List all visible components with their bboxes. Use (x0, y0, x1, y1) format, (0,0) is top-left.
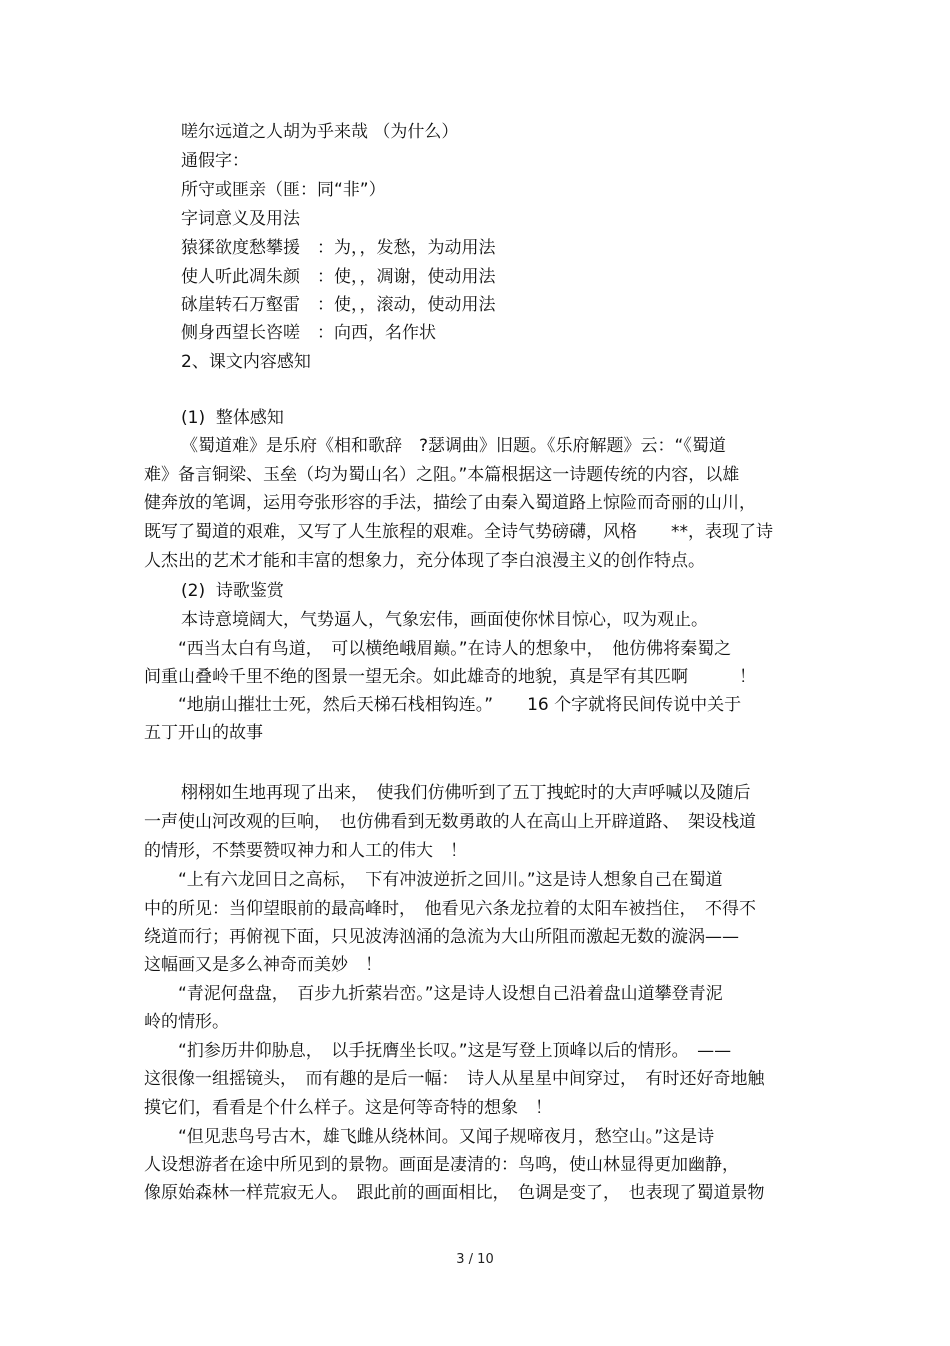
usage-line: 使人听此凋朱颜 ：使，，凋谢，使动用法 (181, 267, 496, 287)
paragraph-line: 既写了蜀道的艰难，又写了人生旅程的艰难。全诗气势磅礴，风格 **，表现了诗 (144, 522, 773, 542)
heading-ciyi: 字词意义及用法 (181, 209, 300, 229)
paragraph-line: “青泥何盘盘， 百步九折萦岩峦。”这是诗人设想自己沿着盘山道攀登青泥 (144, 984, 723, 1004)
paragraph-line: 像原始森林一样荒寂无人。 跟此前的画面相比， 色调是变了， 也表现了蜀道景物 (144, 1183, 765, 1203)
paragraph-line: 中的所见：当仰望眼前的最高峰时， 他看见六条龙拉着的太阳车被挡住， 不得不 (144, 899, 756, 919)
paragraph-line: 五丁开山的故事 (144, 723, 263, 743)
paragraph-line: “上有六龙回日之高标， 下有冲波逆折之回川。”这是诗人想象自己在蜀道 (144, 870, 723, 890)
paragraph-line: “地崩山摧壮士死，然后天梯石栈相钩连。” 16 个字就将民间传说中关于 (144, 695, 742, 715)
tongjia-item: 所守或匪亲（匪：同“非”） (181, 180, 386, 200)
paragraph-line: 这很像一组摇镜头， 而有趣的是后一幅： 诗人从星星中间穿过， 有时还好奇地触 (144, 1069, 765, 1089)
paragraph-line: 岭的情形。 (144, 1012, 229, 1032)
subsection-heading: (1) 整体感知 (181, 408, 284, 428)
paragraph-line: “扪参历井仰胁息， 以手抚膺坐长叹。”这是写登上顶峰以后的情形。 —— (144, 1041, 732, 1061)
paragraph-line: 《蜀道难》是乐府《相和歌辞 ?瑟调曲》旧题。《乐府解题》云：“《蜀道 (181, 436, 726, 456)
paragraph-line: “但见悲鸟号古木，雄飞雌从绕林间。又闻子规啼夜月，愁空山。”这是诗 (144, 1127, 715, 1147)
page-number: 3 / 10 (456, 1252, 494, 1267)
usage-line: 猿猱欲度愁攀援 ：为，，发愁，为动用法 (181, 238, 496, 258)
paragraph-line: 摸它们，看看是个什么样子。这是何等奇特的想象 ！ (144, 1098, 552, 1118)
paragraph-line: 的情形，不禁要赞叹神力和人工的伟大 ！ (144, 841, 467, 861)
paragraph-line: 人设想游者在途中所见到的景物。画面是凄清的：鸟鸣，使山林显得更加幽静， (144, 1155, 739, 1175)
paragraph-line: 本诗意境阔大，气势逼人，气象宏伟，画面使你怵目惊心，叹为观止。 (181, 610, 708, 630)
paragraph-line: 间重山叠岭千里不绝的图景一望无余。如此雄奇的地貌，真是罕有其匹啊 ！ (144, 667, 756, 687)
paragraph-line: 一声使山河改观的巨响， 也仿佛看到无数勇敢的人在高山上开辟道路、 架设栈道 (144, 812, 756, 832)
usage-line: 砯崖转石万壑雷 ：使，，滚动，使动用法 (181, 295, 496, 315)
paragraph-line: “西当太白有鸟道， 可以横绝峨眉巅。”在诗人的想象中， 他仿佛将秦蜀之 (144, 639, 732, 659)
subsection-heading: (2) 诗歌鉴赏 (181, 581, 284, 601)
text-line: 嗟尔远道之人胡为乎来哉 （为什么） (181, 122, 459, 142)
section-title: 2、课文内容感知 (181, 352, 311, 372)
paragraph-line: 健奔放的笔调，运用夸张形容的手法，描绘了由秦入蜀道路上惊险而奇丽的山川， (144, 493, 756, 513)
paragraph-line: 这幅画又是多么神奇而美妙 ！ (144, 955, 382, 975)
paragraph-line: 人杰出的艺术才能和丰富的想象力，充分体现了李白浪漫主义的创作特点。 (144, 551, 705, 571)
paragraph-line: 绕道而行；再俯视下面，只见波涛汹涌的急流为大山所阻而激起无数的漩涡—— (144, 927, 739, 947)
heading-tongjia: 通假字： (181, 151, 249, 171)
usage-line: 侧身西望长咨嗟 ：向西，名作状 (181, 323, 436, 343)
paragraph-line: 难》备言铜梁、玉垒（均为蜀山名）之阻。”本篇根据这一诗题传统的内容，以雄 (144, 465, 740, 485)
paragraph-line: 栩栩如生地再现了出来， 使我们仿佛听到了五丁拽蛇时的大声呼喊以及随后 (181, 783, 751, 803)
